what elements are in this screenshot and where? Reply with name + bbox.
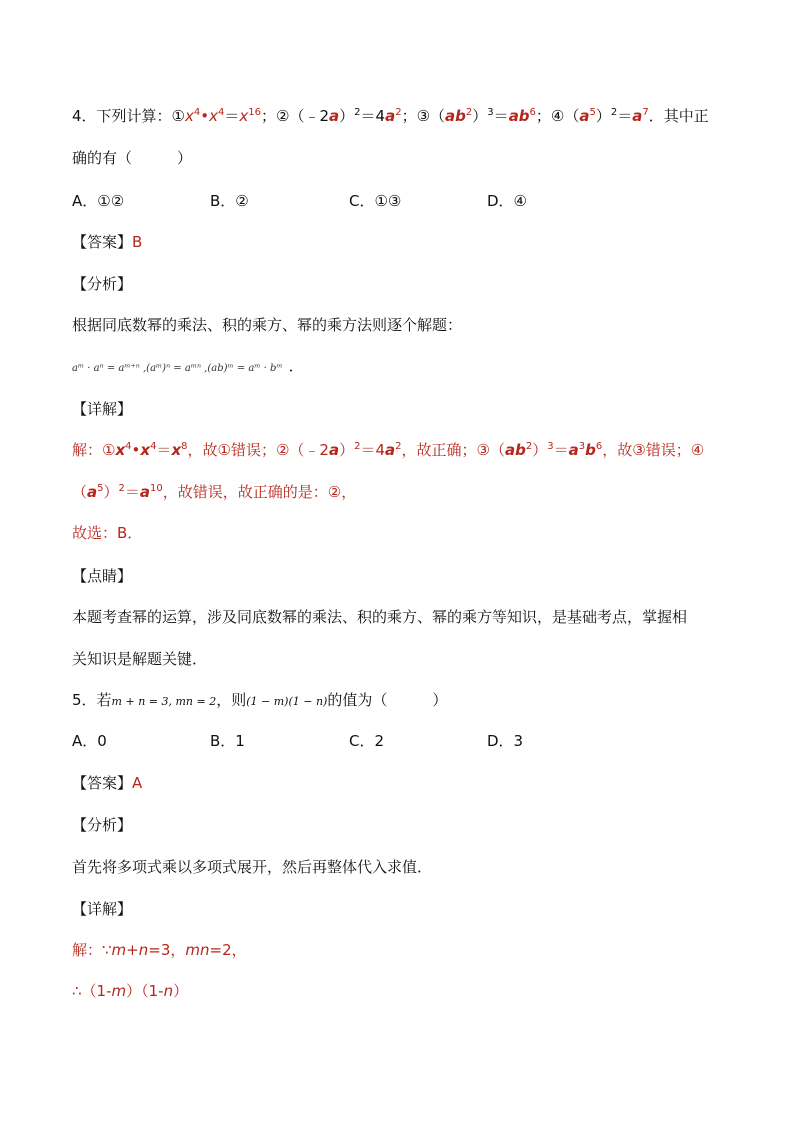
detail-text: =3， — [148, 941, 186, 959]
math-var: a — [139, 483, 151, 501]
math-exp: 2 — [525, 441, 533, 452]
detail-text: ） — [532, 441, 548, 459]
q4-options — [72, 189, 712, 213]
q5-analysis-text: 首先将多项式乘以多项式展开，然后再整体代入求值． — [72, 858, 433, 876]
math-exp: 4 — [193, 107, 201, 118]
q4-analysis-text: 根据同底数幂的乘法、积的乘方、幂的乘方法则逐个解题： — [72, 316, 463, 334]
q4-stem-line1 — [72, 104, 709, 128]
q4-review-line2: 关知识是解题关键． — [72, 650, 208, 668]
q4-review-label: 【点睛】 — [72, 567, 133, 585]
q5-detail-line2 — [72, 979, 188, 1003]
q4-formula: aᵐ · aⁿ = aᵐ⁺ⁿ ,(aᵐ)ⁿ = aᵐⁿ ,(ab)ᵐ = aᵐ · bᵐ — [72, 363, 283, 374]
q4-text: ） — [339, 107, 355, 125]
detail-text: ＝ — [124, 483, 140, 501]
math-exp: 6 — [595, 441, 603, 452]
detail-text: =2， — [209, 941, 247, 959]
q5-expression: (1 − m)(1 − n) — [246, 695, 328, 708]
math-var: ab — [504, 441, 526, 459]
math-op: + — [126, 941, 139, 959]
math-var: b — [585, 441, 596, 459]
q5-answer — [72, 771, 142, 795]
q4-option-d[interactable]: D．④ — [487, 192, 527, 210]
q4-formula-line — [72, 354, 304, 381]
math-var: ab — [508, 107, 530, 125]
q5-analysis-label: 【分析】 — [72, 816, 133, 834]
math-var: mn — [185, 941, 210, 959]
math-exp: 10 — [150, 483, 163, 494]
detail-text: ） — [339, 441, 355, 459]
detail-text: （ — [72, 483, 88, 501]
q4-answer — [72, 230, 142, 254]
math-exp: 16 — [248, 107, 262, 118]
math-op: • — [200, 107, 210, 125]
q5-option-a[interactable]: A．0 — [72, 732, 107, 750]
q5-option-d[interactable]: D．3 — [487, 732, 524, 750]
math-exp: 2 — [395, 107, 402, 118]
math-op: • — [131, 441, 141, 459]
math-var: a — [579, 107, 590, 125]
math-exp: 4 — [125, 441, 132, 452]
math-var: x — [140, 441, 151, 459]
detail-text: 解：① — [72, 441, 116, 459]
q5-options — [72, 729, 712, 753]
q4-text: ． — [288, 357, 304, 375]
q4-stem-line2: 确的有（ ） — [72, 149, 193, 167]
math-var: a — [632, 107, 643, 125]
q4-detail-label: 【详解】 — [72, 400, 133, 418]
detail-text: ） — [103, 483, 119, 501]
q4-text: 下列计算：① — [96, 107, 185, 125]
q4-number: 4． — [72, 107, 97, 125]
math-var: a — [385, 441, 396, 459]
detail-text: ，故错误，故正确的是：②， — [162, 483, 357, 501]
answer-value: A — [132, 774, 143, 792]
math-exp: 4 — [150, 441, 157, 452]
math-var: x — [239, 107, 249, 125]
q4-choose: 故选：B． — [72, 524, 143, 542]
math-exp: 3 — [578, 441, 586, 452]
q4-text: ＝ — [493, 107, 509, 125]
math-var: m — [111, 941, 127, 959]
q5-detail-label: 【详解】 — [72, 900, 133, 918]
math-var: ab — [445, 107, 466, 125]
q5-option-c[interactable]: C．2 — [349, 732, 385, 750]
q5-option-b[interactable]: B．1 — [210, 732, 245, 750]
math-exp: 8 — [181, 441, 188, 452]
answer-label: 【答案】 — [72, 233, 133, 251]
q4-text: ．其中正 — [648, 107, 709, 125]
q4-detail-line1 — [72, 438, 704, 462]
detail-text: ，故①错误；②（﹣2 — [187, 441, 329, 459]
math-exp: 2 — [354, 107, 361, 118]
math-var: m — [111, 982, 127, 1000]
q5-condition: m + n = 3, mn = 2 — [111, 695, 217, 708]
math-var: n — [138, 941, 149, 959]
q4-option-a[interactable]: A．①② — [72, 192, 125, 210]
math-var: a — [87, 483, 98, 501]
answer-label: 【答案】 — [72, 774, 133, 792]
detail-text: ∴（1- — [72, 982, 112, 1000]
math-exp: 2 — [610, 107, 618, 118]
answer-value: B — [132, 233, 143, 251]
q5-text: ，则 — [216, 691, 247, 709]
q4-text: ；④（ — [535, 107, 580, 125]
math-exp: 7 — [642, 107, 649, 118]
math-var: a — [329, 107, 340, 125]
math-exp: 3 — [547, 441, 554, 452]
math-var: x — [115, 441, 126, 459]
math-var: n — [163, 982, 174, 1000]
math-exp: 5 — [589, 107, 596, 118]
q4-option-c[interactable]: C．①③ — [349, 192, 402, 210]
q5-detail-line1 — [72, 938, 247, 962]
math-exp: 3 — [487, 107, 494, 118]
math-exp: 4 — [218, 107, 225, 118]
detail-text: ）（1- — [126, 982, 164, 1000]
q5-number: 5．若 — [72, 691, 112, 709]
math-var: a — [385, 107, 396, 125]
detail-text: ） — [173, 982, 189, 1000]
detail-text: ＝4 — [360, 441, 386, 459]
math-var: x — [185, 107, 194, 125]
q4-text: ） — [472, 107, 488, 125]
math-op: ＝ — [224, 107, 240, 125]
q4-text: ；②（﹣2 — [261, 107, 330, 125]
detail-text: ，故正确；③（ — [401, 441, 505, 459]
q4-text: ＝ — [617, 107, 633, 125]
math-exp: 2 — [118, 483, 125, 494]
q4-detail-line2 — [72, 480, 356, 504]
math-exp: 2 — [354, 441, 361, 452]
q5-text: 的值为（ ） — [327, 691, 448, 709]
math-var: x — [171, 441, 182, 459]
detail-text: 解：∵ — [72, 941, 112, 959]
math-op: ＝ — [156, 441, 172, 459]
q4-text: ；③（ — [401, 107, 446, 125]
q4-analysis-label: 【分析】 — [72, 275, 133, 293]
math-exp: 2 — [465, 107, 473, 118]
detail-text: ，故③错误；④ — [602, 441, 705, 459]
math-var: a — [328, 441, 340, 459]
detail-text: ＝ — [553, 441, 569, 459]
q4-option-b[interactable]: B．② — [210, 192, 249, 210]
q4-text: ） — [595, 107, 611, 125]
q5-stem — [72, 688, 447, 714]
math-exp: 5 — [97, 483, 104, 494]
math-exp: 2 — [395, 441, 402, 452]
math-var: a — [568, 441, 579, 459]
math-exp: 6 — [529, 107, 536, 118]
q4-review-line1: 本题考查幂的运算，涉及同底数幂的乘法、积的乘方、幂的乘方等知识，是基础考点，掌握相 — [72, 608, 688, 626]
math-var: x — [209, 107, 219, 125]
q4-text: ＝4 — [360, 107, 386, 125]
